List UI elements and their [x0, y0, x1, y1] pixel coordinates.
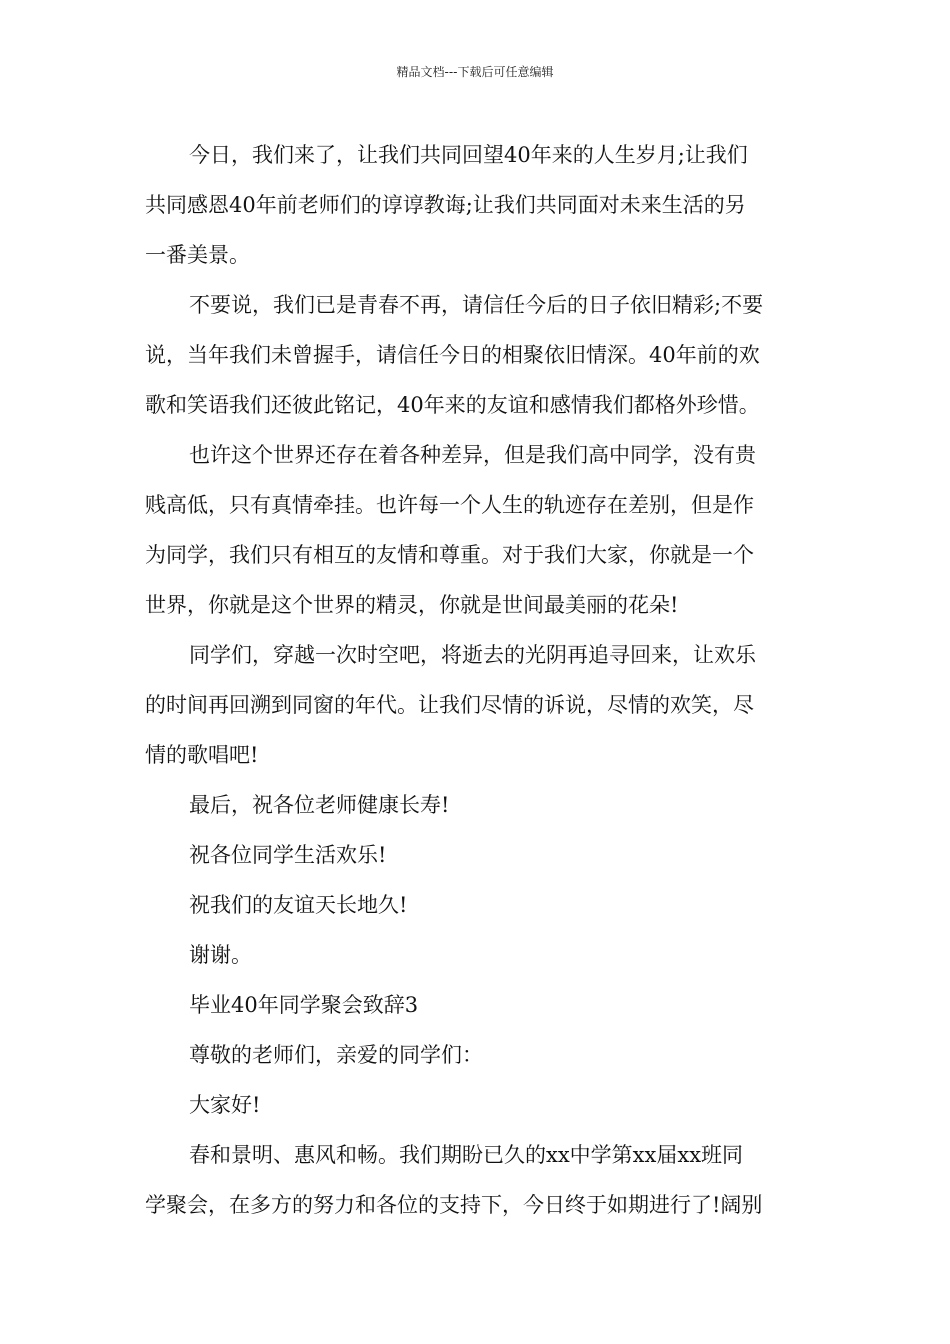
- text-line: 说，当年我们未曾握手，请信任今日的相聚依旧情深。40年前的欢: [145, 343, 760, 367]
- text-line: 今日，我们来了，让我们共同回望40年来的人生岁月;让我们: [189, 143, 748, 167]
- document-body: [145, 130, 810, 1230]
- text-line: 为同学，我们只有相互的友情和尊重。对于我们大家，你就是一个: [145, 543, 754, 567]
- text-line: 共同感恩40年前老师们的谆谆教诲;让我们共同面对未来生活的另: [145, 193, 746, 217]
- text-line: 大家好!: [189, 1093, 261, 1117]
- text-line: 同学们，穿越一次时空吧，将逝去的光阴再追寻回来，让欢乐: [189, 643, 756, 667]
- text-line: 的时间再回溯到同窗的年代。让我们尽情的诉说，尽情的欢笑，尽: [145, 693, 754, 717]
- page-header: 精品文档---下载后可任意编辑: [396, 65, 554, 79]
- text-line: 不要说，我们已是青春不再，请信任今后的日子依旧精彩;不要: [189, 293, 764, 317]
- text-line: 春和景明、惠风和畅。我们期盼已久的xx中学第xx届xx班同: [189, 1143, 744, 1167]
- text-line: 世界，你就是这个世界的精灵，你就是世间最美丽的花朵!: [145, 593, 679, 617]
- text-line: 贱高低，只有真情牵挂。也许每一个人生的轨迹存在差别，但是作: [145, 493, 754, 517]
- text-line: 尊敬的老师们，亲爱的同学们：: [189, 1043, 483, 1067]
- text-line: 情的歌唱吧!: [145, 743, 259, 767]
- text-line: 祝我们的友谊天长地久!: [189, 893, 408, 917]
- text-line: 学聚会，在多方的努力和各位的支持下，今日终于如期进行了!阔别: [145, 1193, 763, 1217]
- text-line: 一番美景。: [145, 243, 250, 267]
- text-line: 祝各位同学生活欢乐!: [189, 843, 387, 867]
- text-line: 歌和笑语我们还彼此铭记，40年来的友谊和感情我们都格外珍惜。: [145, 393, 760, 417]
- text-line: 也许这个世界还存在着各种差异，但是我们高中同学，没有贵: [189, 443, 756, 467]
- text-line: 谢谢。: [189, 943, 252, 967]
- section-title: 毕业40年同学聚会致辞3: [189, 993, 419, 1017]
- text-line: 最后，祝各位老师健康长寿!: [189, 793, 450, 817]
